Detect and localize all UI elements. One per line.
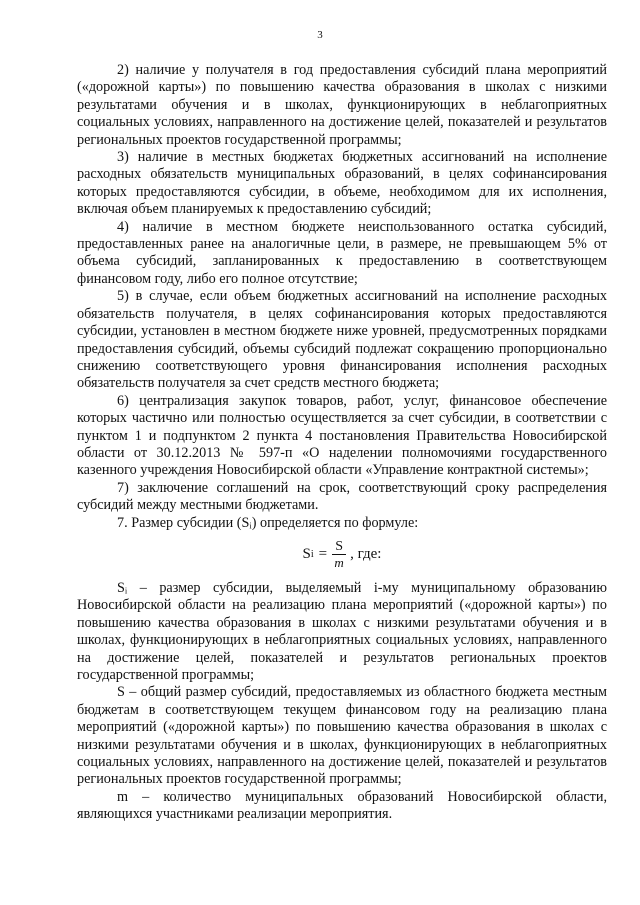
paragraph-condition-7: 7) заключение соглашений на срок, соответствующий сроку распределения субсидий между местными бюджетами. (77, 479, 607, 514)
formula-denominator: m (334, 555, 344, 571)
paragraph-condition-5: 5) в случае, если объем бюджетных ассигнований на исполнение расходных обязательств получателя, в целях софинансирования которых предоставляются субсидии, установлен в местном бюджете ниже уровней, предусмотренных порядками предоставления субсидий, объемы субсидий подлежат сокращению пропорционально снижению соответствующего уровня финансирования исполнения расходных обязательств получателя за счет средств местного бюджета; (77, 288, 607, 392)
definition-si: Sᵢ – размер субсидии, выделяемый i-му муниципальному образованию Новосибирской области на реализацию плана мероприятий («дорожной карты») по повышению качества образования в школах с низкими результатами обучения и в школах, функционирующих в неблагоприятных социальных условиях, направленного на достижение целей, показателей и результатов региональных проектов государственной программы; (77, 579, 607, 683)
page-number: 3 (317, 29, 323, 41)
definition-m: m – количество муниципальных образований Новосибирской области, являющихся участниками реализации мероприятия. (77, 788, 607, 823)
definition-s: S – общий размер субсидий, предоставляемых из областного бюджета местным бюджетам в соответствующем текущем финансовом году на реализацию плана мероприятий («дорожной карты») по повышению качества образования в школах с низкими результатами обучения и в школах, функционирующих в неблагоприятных социальных условиях, направленного на достижение целей, показателей и результатов региональных проектов государственной программы; (77, 684, 607, 788)
formula-equals: = (318, 546, 328, 563)
formula-numerator: S (335, 539, 343, 555)
paragraph-condition-4: 4) наличие в местном бюджете неиспользованного остатка субсидий, предоставленных ранее на аналогичные цели, в размере, не превышающем 5% от объема субсидий, запланированных к предоставлению в соответствующем финансовом году, либо его полное отсутствие; (77, 218, 607, 287)
formula-tail: , где: (350, 546, 382, 563)
subsidy-formula (77, 535, 607, 575)
paragraph-condition-6: 6) централизация закупок товаров, работ, услуг, финансовое обеспечение которых частично или полностью осуществляется за счет субсидии, в соответствии с пунктом 1 и подпунктом 2 пункта 4 постановления Правительства Новосибирской области от 30.12.2013 № 597-п «О наделении полномочиями государственного казенного учреждения Новосибирской области «Управление контрактной системы»; (77, 392, 607, 479)
formula-lhs-subscript: i (310, 549, 314, 561)
document-body (77, 62, 607, 824)
formula-fraction (332, 539, 346, 570)
formula-lhs: S (302, 546, 311, 563)
paragraph-condition-3: 3) наличие в местных бюджетах бюджетных ассигнований на исполнение расходных обязательств муниципальных образований, в целях софинансирования которых предоставляются субсидии, в объеме, необходимом для их исполнения, включая объем планируемых к предоставлению субсидий; (77, 149, 607, 218)
paragraph-condition-2: 2) наличие у получателя в год предоставления субсидий плана мероприятий («дорожной карты») по повышению качества образования в школах с низкими результатами обучения и в школах, функционирующих в неблагоприятных социальных условиях, направленного на достижение целей, показателей и результатов региональных проектов государственной программы; (77, 62, 607, 148)
formula-expression (303, 539, 382, 570)
paragraph-item-7-intro: 7. Размер субсидии (Sᵢ) определяется по формуле: (117, 514, 419, 531)
